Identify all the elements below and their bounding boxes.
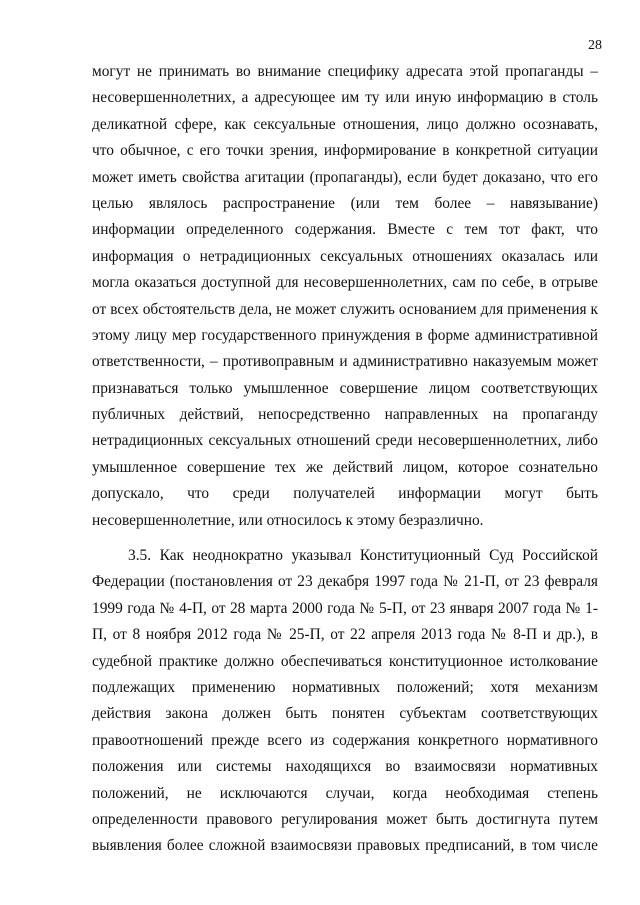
text-line: несовершеннолетних, а адресующее им ту или иную информацию в столь <box>92 89 598 107</box>
paragraph-1 <box>92 59 598 534</box>
text-line: ответственности, – противоправным и административно наказуемым может <box>92 353 598 371</box>
text-line: правоотношений прежде всего из содержания конкретного нормативного <box>92 731 598 749</box>
text-line: допускало, что среди получателей информации могут быть <box>92 485 598 503</box>
text-line: целью являлось распространение (или тем более – навязывание) <box>92 194 598 212</box>
text-line: деликатной сфере, как сексуальные отношения, лицо должно осознавать, <box>92 115 598 133</box>
text-line: Федерации (постановления от 23 декабря 1997 года № 21-П, от 23 февраля <box>92 573 598 591</box>
paragraph-gap <box>92 534 598 543</box>
text-line: информации определенного содержания. Вместе с тем тот факт, что <box>92 221 598 239</box>
text-line: положений, не исключаются случаи, когда необходимая степень <box>92 784 598 802</box>
page-number: 28 <box>588 38 602 53</box>
text-line: П, от 8 ноября 2012 года № 25-П, от 22 апреля 2013 года № 8-П и др.), в <box>92 626 598 644</box>
text-line: от всех обстоятельств дела, не может служить основанием для применения к <box>92 300 598 318</box>
text-line: могла оказаться доступной для несовершеннолетних, сам по себе, в отрыве <box>92 274 598 292</box>
text-line: положения или системы находящихся во взаимосвязи нормативных <box>92 758 598 776</box>
text-line: подлежащих применению нормативных положений; хотя механизм <box>92 678 598 696</box>
text-line: судебной практике должно обеспечиваться конституционное истолкование <box>92 652 598 670</box>
text-line: определенности правового регулирования может быть достигнута путем <box>92 810 598 828</box>
text-line: могут не принимать во внимание специфику адресата этой пропаганды – <box>92 63 598 80</box>
text-line: что обычное, с его точки зрения, информирование в конкретной ситуации <box>92 142 598 160</box>
text-line: 3.5. Как неоднократно указывал Конституционный Суд Российской <box>128 547 598 565</box>
text-line: может иметь свойства агитации (пропаганды), если будет доказано, что его <box>92 168 598 186</box>
text-line: действия закона должен быть понятен субъектам соответствующих <box>92 705 598 723</box>
document-body <box>92 59 598 860</box>
text-line: выявления более сложной взаимосвязи правовых предписаний, в том числе <box>92 837 598 855</box>
text-line: несовершеннолетние, или относилось к этому безразлично. <box>92 511 484 529</box>
text-line: 1999 года № 4-П, от 28 марта 2000 года № 5-П, от 23 января 2007 года № 1- <box>92 599 598 617</box>
text-line: этому лицу мер государственного принуждения в форме административной <box>92 326 598 344</box>
text-line: публичных действий, непосредственно направленных на пропаганду <box>92 406 598 424</box>
text-line: нетрадиционных сексуальных отношений среди несовершеннолетних, либо <box>92 432 598 450</box>
paragraph-2 <box>92 543 598 860</box>
text-line: признаваться только умышленное совершение лицом соответствующих <box>92 379 598 397</box>
text-line: информация о нетрадиционных сексуальных отношениях оказалась или <box>92 247 598 265</box>
text-line: умышленное совершение тех же действий лицом, которое сознательно <box>92 458 598 476</box>
